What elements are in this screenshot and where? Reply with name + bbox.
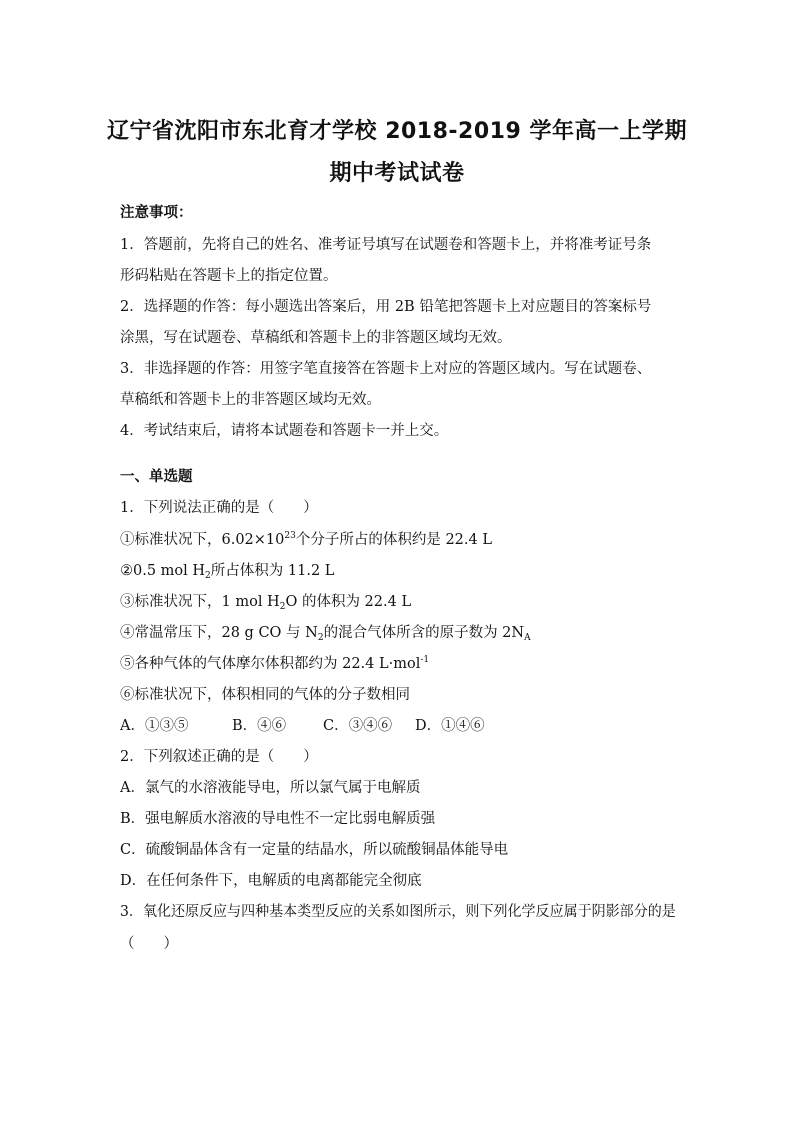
- q3-stem-line-1: 3．氧化还原反应与四种基本类型反应的关系如图所示，则下列化学反应属于阴影部分的是: [120, 904, 676, 920]
- q1-option-b: B．④⑥: [232, 718, 287, 734]
- q2-option-a: A．氯气的水溶液能导电，所以氯气属于电解质: [120, 780, 421, 796]
- q1-option-c: C．③④⑥: [323, 718, 393, 734]
- q1-option-a: A．①③⑤: [120, 718, 189, 734]
- notice-line: 4．考试结束后，请将本试题卷和答题卡一并上交。: [120, 423, 449, 439]
- q1-statement-1: ①标准状况下，$6.02\times 10^{23}$个分子所占的体积约是 22.4 L: [120, 531, 492, 548]
- notice-line: 2．选择题的作答：每小题选出答案后，用 2B 铅笔把答题卡上对应题目的答案标号: [120, 299, 652, 315]
- title-line-1: 辽宁省沈阳市东北育才学校 2018-2019 学年高一上学期: [107, 119, 687, 144]
- q3-stem-line-2: （ ）: [120, 936, 178, 952]
- q1-options: [120, 716, 485, 736]
- q2-option-c: C．硫酸铜晶体含有一定量的结晶水，所以硫酸铜晶体能导电: [120, 842, 509, 858]
- q2-option-b: B．强电解质水溶液的导电性不一定比弱电解质强: [120, 811, 436, 827]
- notice-line: 草稿纸和答题卡上的非答题区域均无效。: [120, 392, 381, 408]
- q2-option-d: D．在任何条件下，电解质的电离都能完全彻底: [120, 873, 422, 889]
- section-heading: 一、单选题: [120, 469, 193, 485]
- notice-line: 3．非选择题的作答：用签字笔直接答在答题卡上对应的答题区域内。写在试题卷、: [120, 361, 652, 377]
- q1-statement-6: ⑥标准状况下，体积相同的气体的分子数相同: [120, 687, 410, 703]
- notice-line: 形码粘贴在答题卡上的指定位置。: [120, 268, 338, 284]
- q2-stem: 2．下列叙述正确的是（ ）: [120, 749, 318, 765]
- q1-statement-3: ③标准状况下，1 mol $H_2O$ 的体积为 22.4 L: [120, 594, 412, 612]
- q1-stem: 1．下列说法正确的是（ ）: [120, 500, 318, 516]
- title-line-2: 期中考试试卷: [329, 161, 465, 186]
- q1-statement-5: ⑤各种气体的气体摩尔体积都约为 22.4 L·mol$^{-1}$: [120, 655, 430, 672]
- notice-line: 涂黑，写在试题卷、草稿纸和答题卡上的非答题区域均无效。: [120, 330, 512, 346]
- notice-heading: 注意事项：: [120, 205, 193, 221]
- q1-statement-4: ④常温常压下，28 g CO 与 $N_2$的混合气体所含的原子数为 $2N_A$: [120, 625, 531, 643]
- q1-option-d: D．①④⑥: [415, 718, 485, 734]
- notice-line: 1．答题前，先将自己的姓名、准考证号填写在试题卷和答题卡上，并将准考证号条: [120, 237, 652, 253]
- q1-statement-2: ②0.5 mol $H_2$所占体积为 11.2 L: [120, 563, 335, 581]
